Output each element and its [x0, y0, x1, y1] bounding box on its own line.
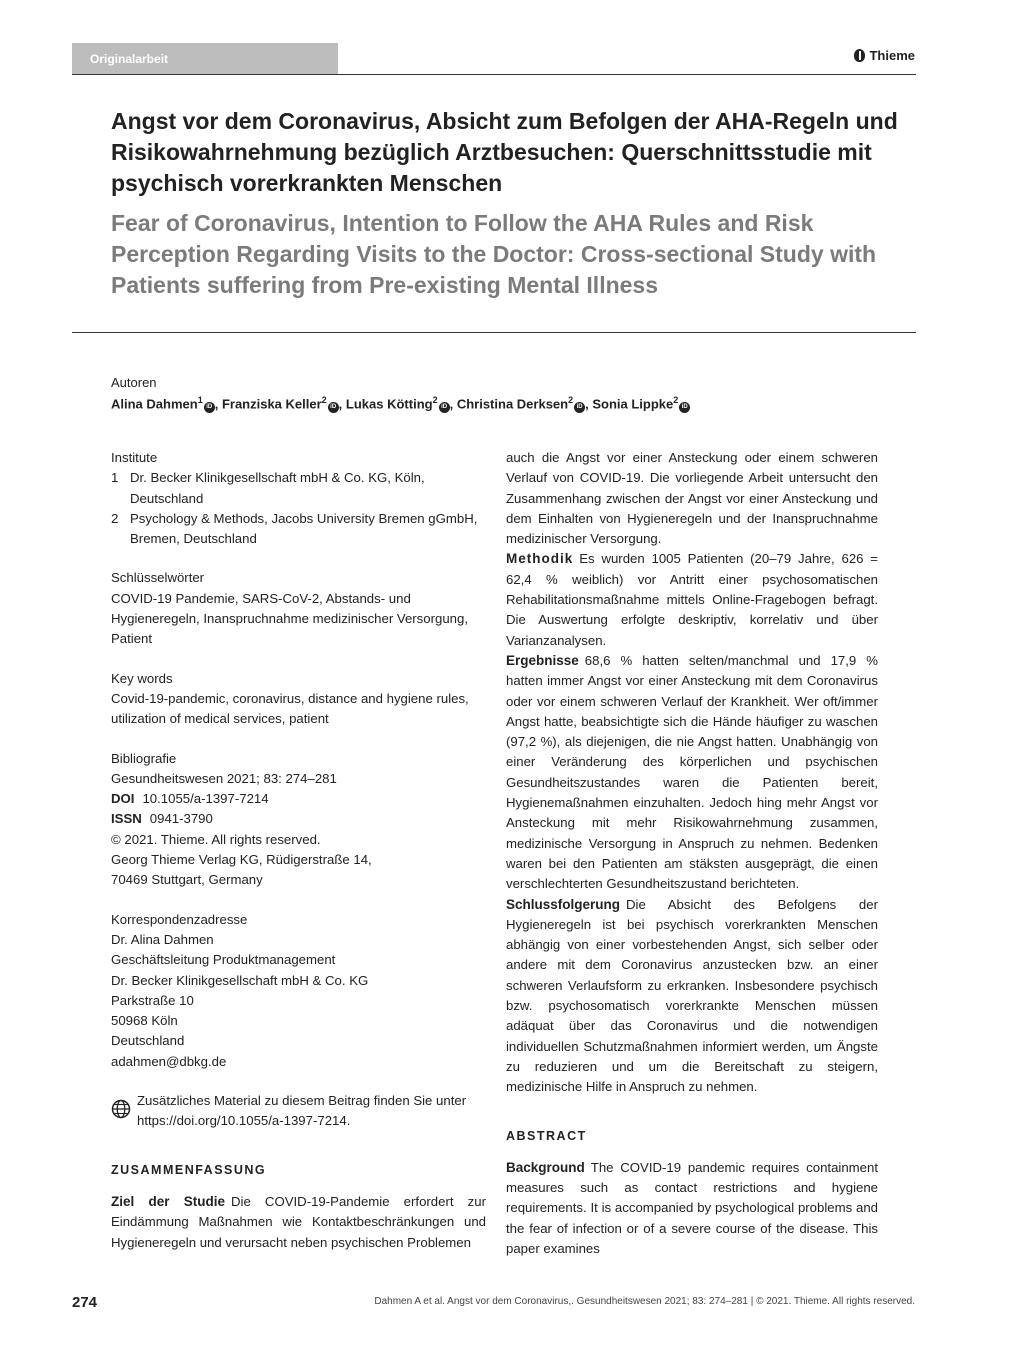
- correspondence-label: Korrespondenzadresse: [111, 911, 248, 927]
- orcid-icon[interactable]: iD: [439, 402, 450, 413]
- thieme-logo-icon: [854, 49, 865, 62]
- keywords-en-label: Key words: [111, 670, 173, 686]
- background-label: Background: [506, 1159, 585, 1175]
- supplementary-text[interactable]: Zusätzliches Material zu diesem Beitrag finden Sie unter https://doi.org/10.1055/a-1397-7214.: [137, 1093, 467, 1129]
- correspondence-line: Parkstraße 10: [111, 992, 194, 1008]
- correspondence-line: Deutschland: [111, 1033, 185, 1049]
- schluss-paragraph: [506, 895, 878, 1098]
- ziel-paragraph-start: [111, 1192, 486, 1253]
- orcid-icon[interactable]: iD: [574, 402, 585, 413]
- ergebnisse-text: 68,6 % hatten selten/manchmal und 17,9 % hatten immer Angst vor einer Ansteckung mit dem Coronavirus oder vor einem schweren Verlauf der Krankheit. Wer oft/immer Angst hatte, beabsichtigte sich die Hände häufiger zu waschen (97,2 %), als diejenigen, die nie Angst hatten. Unabhängig von einer Veränderung des körperlichen und psychischen Gesundheitszustandes waren die Patienten bereit, Hygienemaßnahmen einzuhalten. Jedoch hing mehr Angst vor Ansteckung mit mehr Risikowahrnehmung zusammen, medizinische Versorgung in Anspruch zu nehmen. Bedenken waren bei den Patienten am stäksten ausgeprägt, die einen verschlechterten Gesundheitszustand berichteten.: [506, 652, 878, 892]
- institute-number: 2: [111, 510, 119, 526]
- ziel-label: Ziel der Studie: [111, 1193, 225, 1209]
- doi-label: DOI: [111, 791, 135, 807]
- keywords-de-block: [111, 568, 486, 649]
- ergebnisse-label: Ergebnisse: [506, 652, 579, 668]
- publisher-address-2: 70469 Stuttgart, Germany: [111, 872, 263, 888]
- keywords-de-label: Schlüsselwörter: [111, 570, 205, 586]
- author-affiliation: 2: [432, 395, 438, 405]
- keywords-en-block: [111, 669, 486, 730]
- keywords-en-text: Covid-19-pandemic, coronavirus, distance and hygiene rules, utilization of medical services, patient: [111, 690, 469, 727]
- ergebnisse-paragraph: [506, 651, 878, 895]
- publisher-brand: [854, 48, 915, 63]
- author-affiliation: 2: [673, 395, 679, 405]
- title-divider: [72, 332, 916, 333]
- footer-citation: Dahmen A et al. Angst vor dem Coronavirus,. Gesundheitswesen 2021; 83: 274–281 | © 2021. Thieme. All rights reserved.: [374, 1296, 915, 1307]
- publisher-address-1: Georg Thieme Verlag KG, Rüdigerstraße 14,: [111, 852, 372, 868]
- methodik-label: Methodik: [506, 551, 574, 567]
- author-name: Alina Dahmen: [111, 396, 198, 412]
- institute-text: Psychology & Methods, Jacobs University Bremen gGmbH, Bremen, Deutschland: [130, 510, 478, 547]
- institute-item: [111, 468, 486, 509]
- institutes-block: [111, 448, 486, 549]
- institutes-label: Institute: [111, 450, 158, 465]
- methodik-text: Es wurden 1005 Patienten (20–79 Jahre, 626 = 62,4 % weiblich) vor Antritt einer psychosomatischen Rehabilitationsmaßnahme mittels Online-Fragebogen befragt. Die Auswertung erfolgte deskriptiv, korrelativ und über Varianzanalysen.: [506, 551, 878, 648]
- author-name: Sonia Lippke: [592, 396, 674, 412]
- issn-line: [111, 809, 486, 829]
- correspondence-line: Dr. Becker Klinikgesellschaft mbH & Co. KG: [111, 972, 369, 988]
- ziel-paragraph-continued: auch die Angst vor einer Ansteckung oder einem schweren Verlauf von COVID-19. Die vorliegende Arbeit untersucht den Zusammenhang zwischen der Angst vor einer Ansteckung und dem Einhalten von Hygieneregeln und der Inanspruchnahme medizinischer Versorgung.: [506, 450, 878, 547]
- correspondence-block: [111, 910, 486, 1072]
- ziel-text-start: Die COVID-19-Pandemie erfordert zur Eindämmung Maßnahmen wie Kontaktbeschränkungen und Hygieneregeln und verursacht neben psychischen Problemen: [111, 1193, 486, 1250]
- background-paragraph: [506, 1158, 878, 1259]
- schluss-label: Schlussfolgerung: [506, 896, 621, 912]
- issn-value: 0941-3790: [149, 811, 213, 827]
- institute-number: 1: [111, 470, 119, 486]
- publisher-name: Thieme: [869, 48, 915, 63]
- category-tab: Originalarbeit: [72, 43, 338, 75]
- schluss-text: Die Absicht des Befolgens der Hygieneregeln ist bei psychisch vorerkrankten Menschen abhängig von einer vorbestehenden Angst, sich selber oder andere mit dem Coronavirus anzustecken bzw. an einer schweren Verlaufsform zu erkranken. Insbesondere psychisch bzw. psychosomatisch vorerkrankte Menschen müssen adäquat über das Coronavirus und die notwendigen individuellen Schutzmaßnahmen informiert werden, um Ängste zu reduzieren und um die Bereitschaft zu steigern, medizinische Hilfe in Anspruch zu nehmen.: [506, 896, 878, 1095]
- doi-value[interactable]: 10.1055/a-1397-7214: [142, 791, 269, 807]
- correspondence-line: 50968 Köln: [111, 1013, 178, 1029]
- author-name: Lukas Kötting: [345, 396, 433, 412]
- institute-text: Dr. Becker Klinikgesellschaft mbH & Co. KG, Köln, Deutschland: [130, 470, 425, 506]
- abstract-heading: ABSTRACT: [506, 1128, 587, 1143]
- bibliography-block: [111, 749, 486, 891]
- header-divider: [72, 74, 916, 75]
- copyright-line: © 2021. Thieme. All rights reserved.: [111, 831, 321, 847]
- zusammenfassung-heading: ZUSAMMENFASSUNG: [111, 1162, 267, 1177]
- title-german: Angst vor dem Coronavirus, Absicht zum Befolgen der AHA-Regeln und Risikowahrnehmung bezüglich Arztbesuchen: Querschnittsstudie mit psychisch vorerkrankten Menschen: [111, 108, 898, 196]
- doi-line: [111, 789, 486, 809]
- orcid-icon[interactable]: iD: [679, 402, 690, 413]
- author-affiliation: 2: [321, 395, 327, 405]
- keywords-de-text: COVID-19 Pandemie, SARS-CoV-2, Abstands- und Hygieneregeln, Inanspruchnahme medizinischer Versorgung, Patient: [111, 590, 469, 647]
- correspondence-line: Geschäftsleitung Produktmanagement: [111, 952, 336, 968]
- correspondence-line: Dr. Alina Dahmen: [111, 931, 214, 947]
- title-english: Fear of Coronavirus, Intention to Follow the AHA Rules and Risk Perception Regarding Visits to the Doctor: Cross-sectional Study with Patients suffering from Pre-existing Mental Illness: [111, 210, 877, 298]
- institute-item: [111, 509, 486, 550]
- left-column: [111, 448, 486, 1253]
- author-affiliation: 1: [197, 395, 203, 405]
- globe-icon: [111, 1099, 131, 1119]
- orcid-icon[interactable]: iD: [204, 402, 215, 413]
- supplementary-note: [111, 1091, 486, 1132]
- authors-label: Autoren: [111, 375, 157, 390]
- author-name: Franziska Keller: [221, 396, 322, 412]
- correspondence-email[interactable]: adahmen@dbkg.de: [111, 1053, 227, 1069]
- journal-citation: Gesundheitswesen 2021; 83: 274–281: [111, 770, 337, 786]
- author-affiliation: 2: [568, 395, 574, 405]
- background-text: The COVID-19 pandemic requires containment measures such as contact restrictions and hygiene requirements. It is accompanied by psychological problems and the fear of infection or of a severe course of the disease. This paper examines: [506, 1159, 878, 1256]
- author-name: Christina Derksen: [456, 396, 569, 412]
- right-column: [506, 448, 878, 1259]
- issn-label: ISSN: [111, 811, 142, 827]
- bibliography-label: Bibliografie: [111, 750, 177, 766]
- author-list: Alina Dahmen$^1$iD , Franziska Keller$^2$iD , Lukas Kötting$^2$iD , Christina Derksen$^2$iD , Sonia Lippke$^2$iD: [111, 395, 690, 413]
- page-number: 274: [72, 1294, 98, 1311]
- orcid-icon[interactable]: iD: [328, 402, 339, 413]
- methodik-paragraph: [506, 549, 878, 650]
